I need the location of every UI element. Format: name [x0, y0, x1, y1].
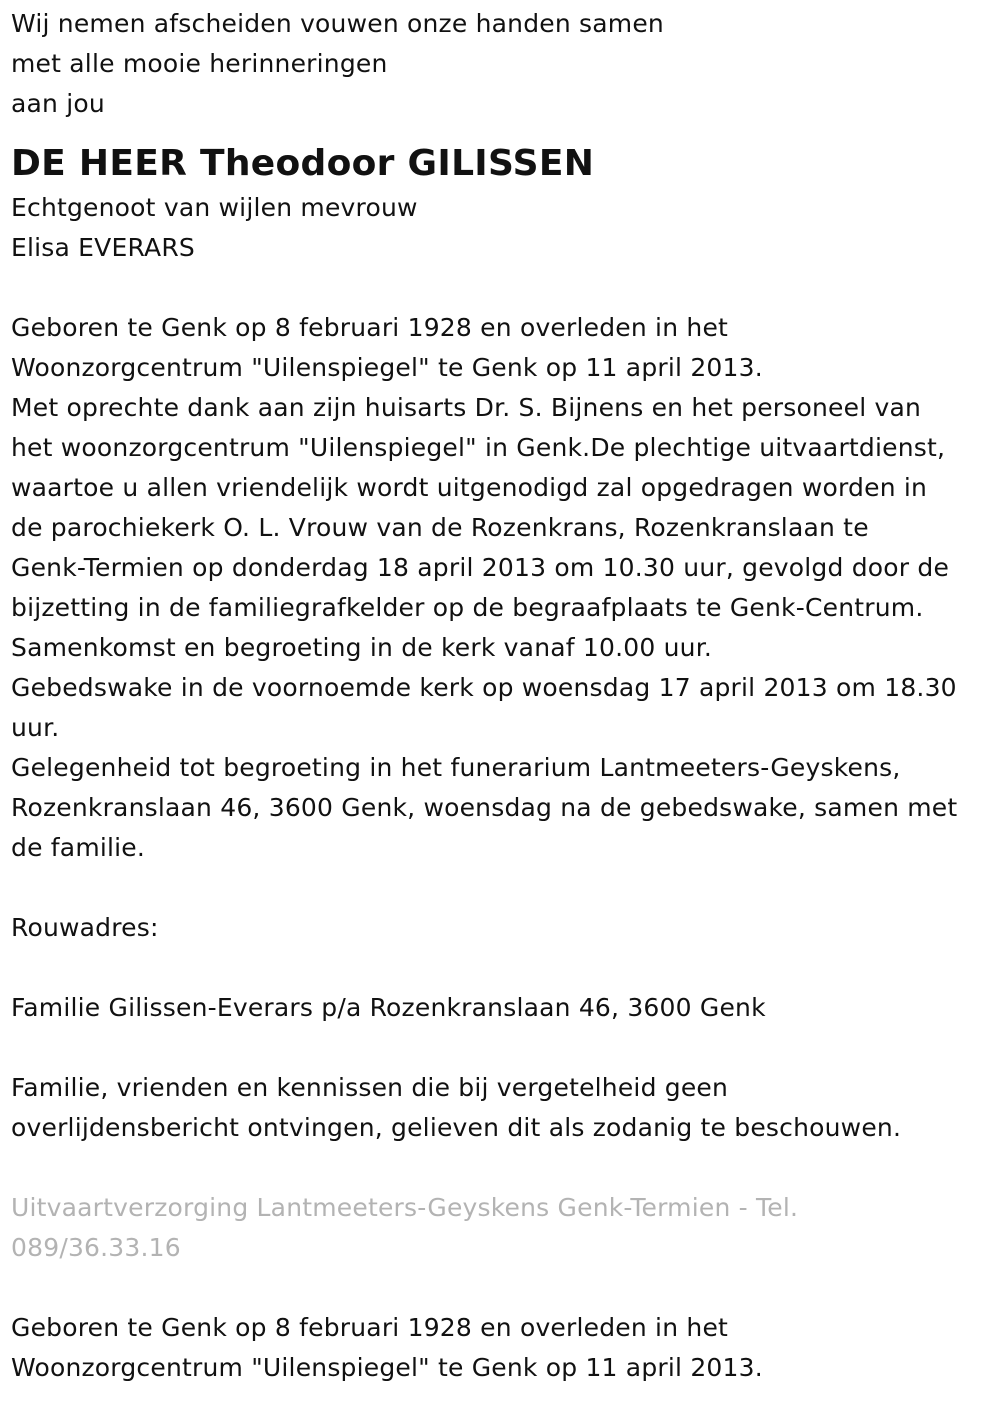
body-line: Geboren te Genk op 8 februari 1928 en overleden in het	[11, 313, 729, 342]
spouse-line: Elisa EVERARS	[11, 233, 195, 262]
body-line: de familie.	[11, 833, 146, 862]
body-line: waartoe u allen vriendelijk wordt uitgenodigd zal opgedragen worden in	[11, 473, 928, 502]
spacer	[11, 1028, 996, 1068]
body-line: het woonzorgcentrum "Uilenspiegel" in Genk.De plechtige uitvaartdienst,	[11, 433, 946, 462]
spacer	[11, 1268, 996, 1308]
footer-line: Woonzorgcentrum "Uilenspiegel" te Genk op 11 april 2013.	[11, 1353, 763, 1382]
deceased-name: DE HEER Theodoor GILISSEN	[11, 143, 595, 184]
obituary-page	[11, 4, 996, 1388]
body-line: Woonzorgcentrum "Uilenspiegel" te Genk op 11 april 2013.	[11, 353, 763, 382]
poem-line: met alle mooie herinneringen	[11, 49, 388, 78]
poem-line: Wij nemen afscheiden vouwen onze handen samen	[11, 9, 664, 38]
obituary-body	[11, 308, 996, 868]
undertaker-phone: 089/36.33.16	[11, 1233, 181, 1262]
spacer	[11, 1148, 996, 1188]
mourning-address: Familie Gilissen-Everars p/a Rozenkranslaan 46, 3600 Genk	[11, 993, 766, 1022]
footer-line: Geboren te Genk op 8 februari 1928 en overleden in het	[11, 1313, 729, 1342]
poem	[11, 4, 996, 124]
body-line: bijzetting in de familiegrafkelder op de begraafplaats te Genk-Centrum.	[11, 593, 924, 622]
body-line: Genk-Termien op donderdag 18 april 2013 om 10.30 uur, gevolgd door de	[11, 553, 950, 582]
spouse-line: Echtgenoot van wijlen mevrouw	[11, 193, 418, 222]
body-line: Rozenkranslaan 46, 3600 Genk, woensdag na de gebedswake, samen met	[11, 793, 958, 822]
address-label: Rouwadres:	[11, 913, 159, 942]
notice-line: Familie, vrienden en kennissen die bij vergetelheid geen	[11, 1073, 729, 1102]
spouse-info	[11, 188, 996, 268]
body-line: Gelegenheid tot begroeting in het funerarium Lantmeeters-Geyskens,	[11, 753, 901, 782]
body-line: Met oprechte dank aan zijn huisarts Dr. S. Bijnens en het personeel van	[11, 393, 922, 422]
body-line: uur.	[11, 713, 60, 742]
body-line: de parochiekerk O. L. Vrouw van de Rozenkrans, Rozenkranslaan te	[11, 513, 869, 542]
body-line: Gebedswake in de voornoemde kerk op woensdag 17 april 2013 om 18.30	[11, 673, 957, 702]
footer-repeat	[11, 1308, 996, 1388]
undertaker-line: Uitvaartverzorging Lantmeeters-Geyskens Genk-Termien - Tel.	[11, 1193, 799, 1222]
spacer	[11, 268, 996, 308]
undertaker-info	[11, 1188, 996, 1268]
notice	[11, 1068, 996, 1148]
spacer	[11, 948, 996, 988]
poem-line: aan jou	[11, 89, 105, 118]
body-line: Samenkomst en begroeting in de kerk vanaf 10.00 uur.	[11, 633, 713, 662]
notice-line: overlijdensbericht ontvingen, gelieven dit als zodanig te beschouwen.	[11, 1113, 902, 1142]
spacer	[11, 868, 996, 908]
